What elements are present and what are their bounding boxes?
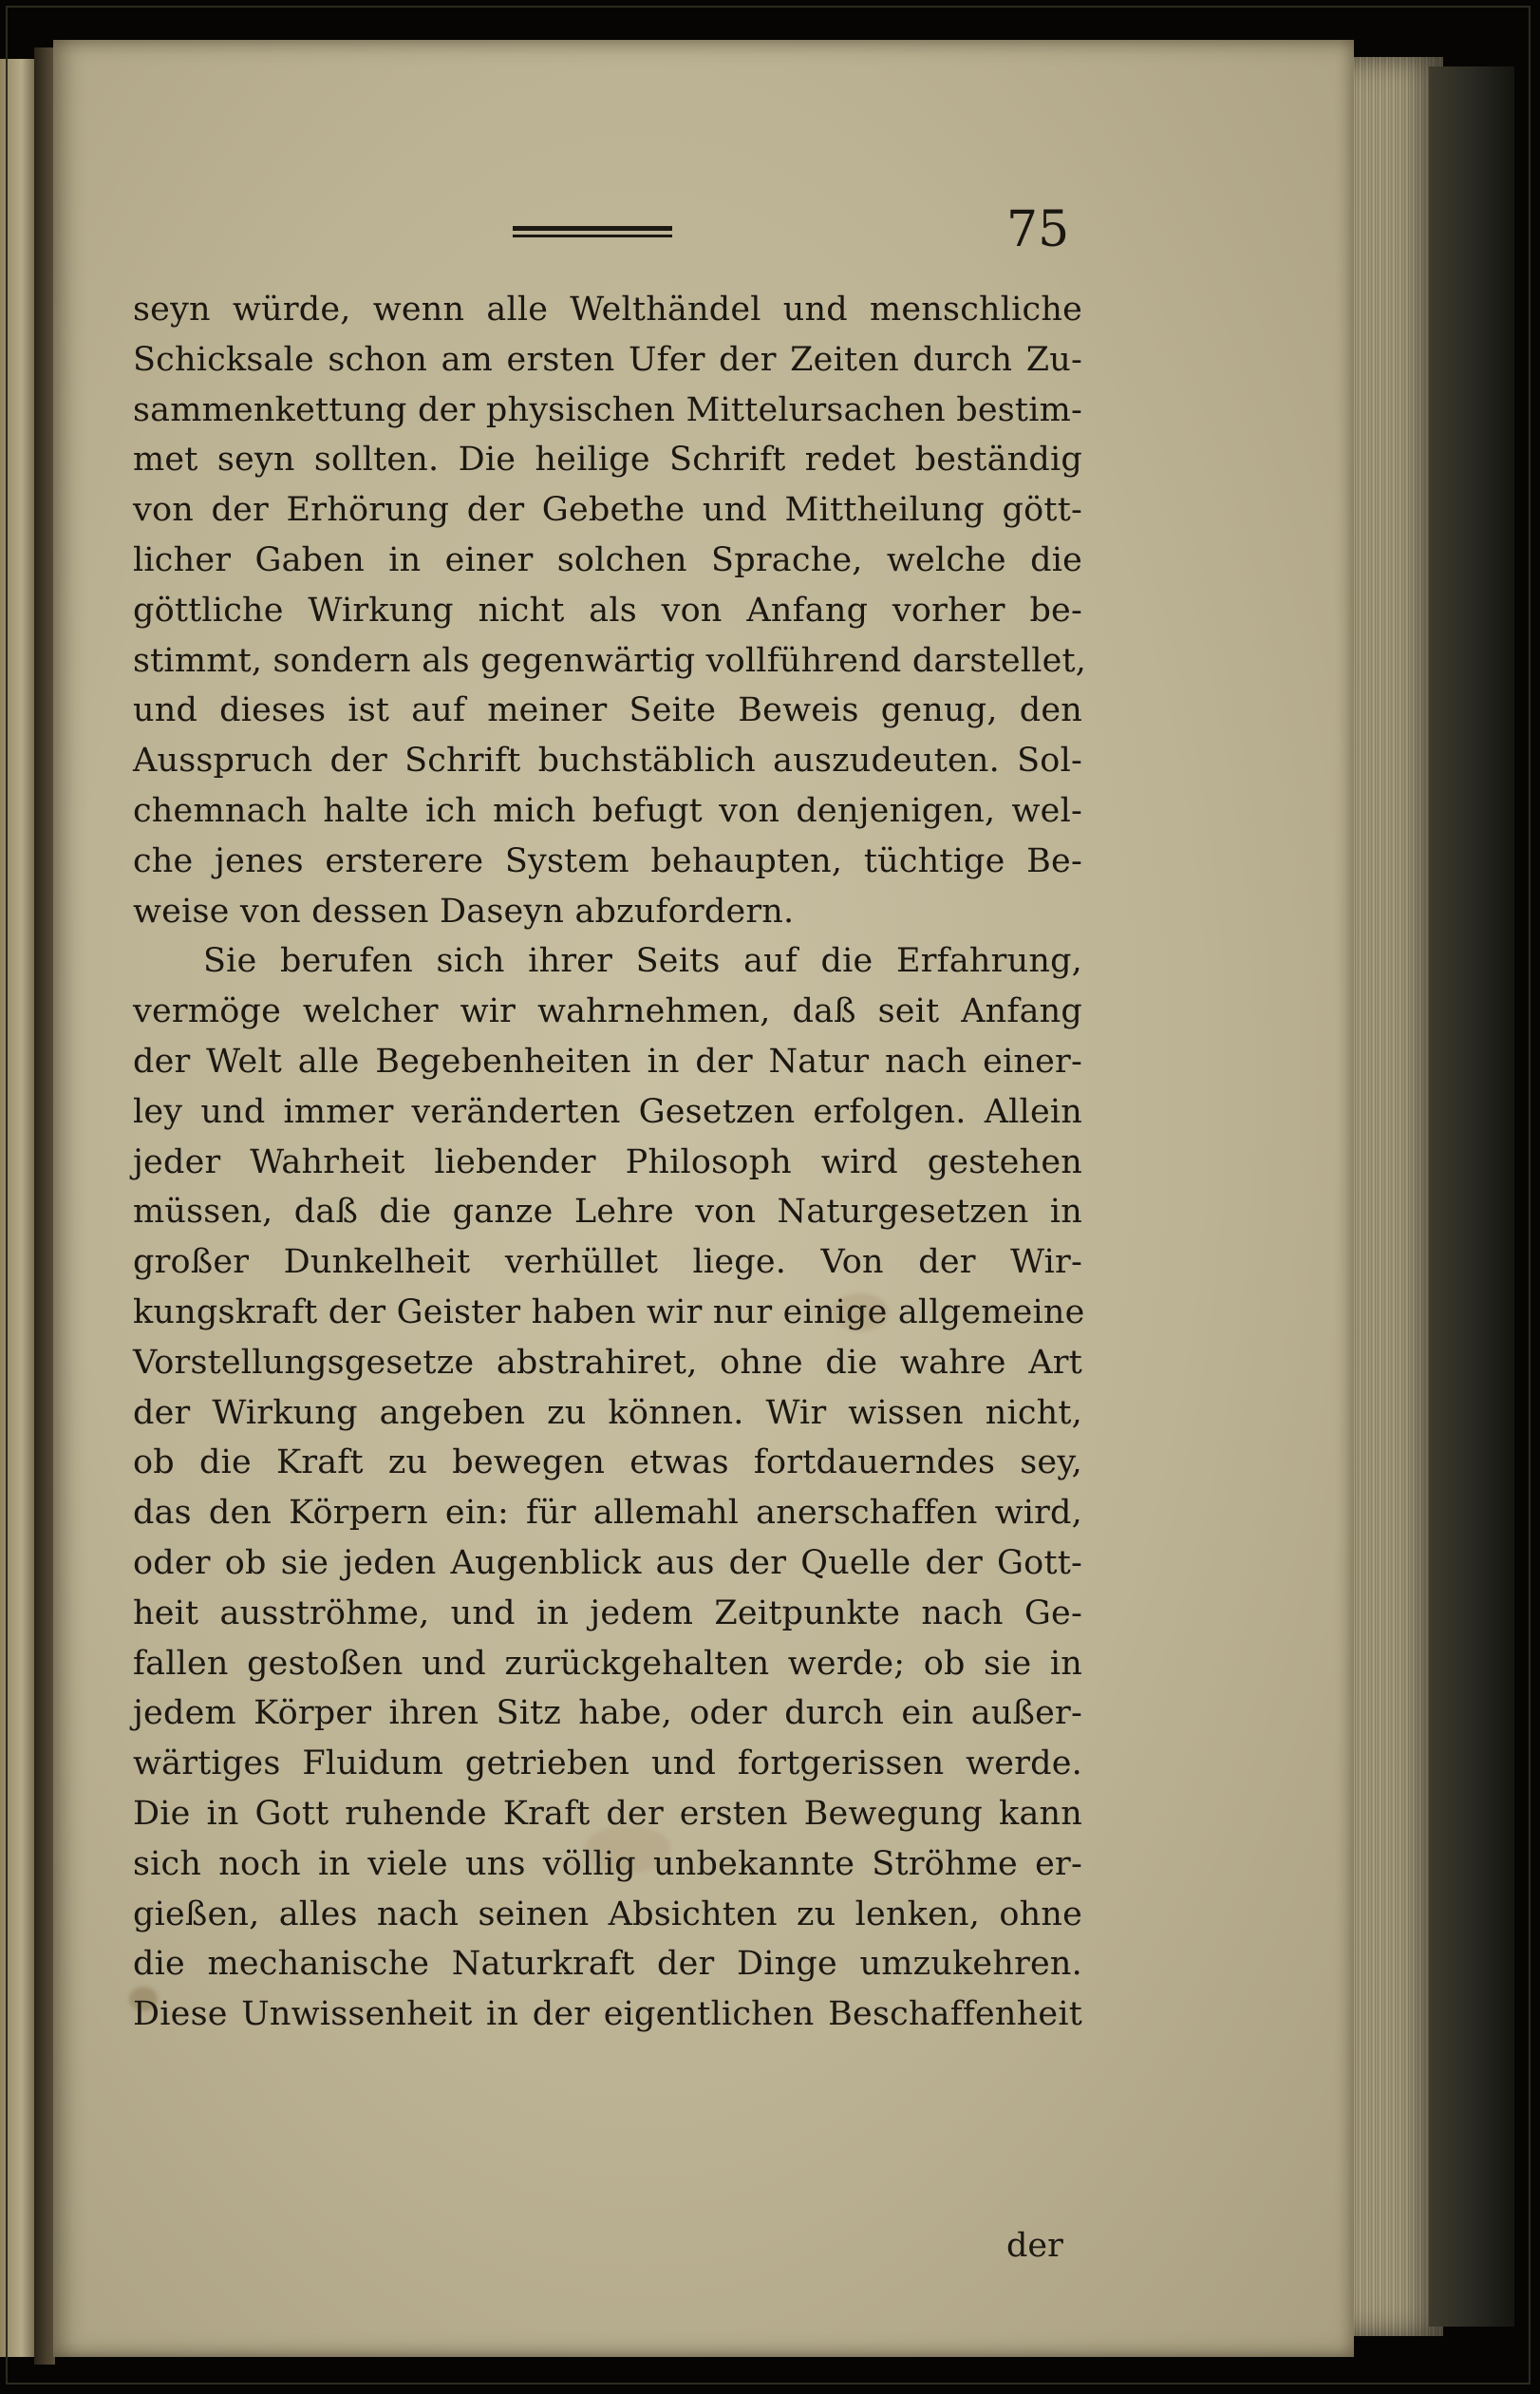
text-line: met seyn sollten. Die heilige Schrift redet beständig — [133, 441, 1082, 480]
page-number: 75 — [1006, 201, 1070, 258]
text-line: müssen, daß die ganze Lehre von Naturgesetzen in — [133, 1193, 1082, 1232]
text-line: heit ausströhme, und in jedem Zeitpunkte nach Ge- — [133, 1593, 1082, 1632]
text-line: vermöge welcher wir wahrnehmen, daß seit Anfang — [133, 992, 1082, 1031]
text-line: Schicksale schon am ersten Ufer der Zeiten durch Zu- — [133, 340, 1082, 379]
text-line: fallen gestoßen und zurückgehalten werde; ob sie in — [133, 1644, 1082, 1683]
text-line: oder ob sie jeden Augenblick aus der Quelle der Gott- — [133, 1543, 1082, 1582]
book-gutter — [34, 47, 55, 2365]
text-line: von der Erhörung der Gebethe und Mittheilung gött- — [133, 491, 1082, 530]
facing-page-edge — [0, 59, 36, 2357]
text-line: stimmt, sondern als gegenwärtig vollführend darstellet, — [133, 641, 1087, 680]
text-line: Ausspruch der Schrift buchstäblich auszudeuten. Sol- — [133, 742, 1082, 781]
text-line: göttliche Wirkung nicht als von Anfang vorher be- — [133, 591, 1082, 630]
text-line: sammenkettung der physischen Mittelursachen bestim- — [133, 390, 1082, 429]
header-rule — [513, 226, 672, 237]
text-line: licher Gaben in einer solchen Sprache, welche die — [133, 540, 1082, 579]
text-line: weise von dessen Daseyn abzufordern. — [133, 892, 795, 931]
text-line: der Welt alle Begebenheiten in der Natur nach einer- — [133, 1042, 1082, 1081]
text-line: chemnach halte ich mich befugt von denjenigen, wel- — [133, 791, 1082, 830]
text-line: der Wirkung angeben zu können. Wir wissen nicht, — [133, 1393, 1082, 1432]
text-line: gießen, alles nach seinen Absichten zu lenken, ohne — [133, 1894, 1082, 1933]
text-line: kungskraft der Geister haben wir nur einige allgemeine — [133, 1292, 1085, 1331]
text-line: ley und immer veränderten Gesetzen erfolgen. Allein — [133, 1092, 1082, 1131]
text-line: jeder Wahrheit liebender Philosoph wird gestehen — [133, 1142, 1082, 1181]
text-line: ob die Kraft zu bewegen etwas fortdauerndes sey, — [133, 1443, 1082, 1482]
text-line: die mechanische Naturkraft der Dinge umzukehren. — [133, 1945, 1082, 1984]
text-line: Vorstellungsgesetze abstrahiret, ohne die wahre Art — [133, 1343, 1082, 1382]
text-line: das den Körpern ein: für allemahl anerschaffen wird, — [133, 1494, 1082, 1533]
text-line: jedem Körper ihren Sitz habe, oder durch ein außer- — [133, 1694, 1082, 1733]
body-text — [133, 285, 1087, 2040]
catchword: der — [1006, 2227, 1063, 2265]
text-line: Sie berufen sich ihrer Seits auf die Erfahrung, — [203, 942, 1082, 981]
text-line: großer Dunkelheit verhüllet liege. Von der Wir- — [133, 1243, 1082, 1282]
text-line: wärtiges Fluidum getrieben und fortgerissen werde. — [133, 1744, 1082, 1783]
text-line: Die in Gott ruhende Kraft der ersten Bewegung kann — [133, 1794, 1082, 1833]
text-line: che jenes ersterere System behaupten, tüchtige Be- — [133, 841, 1082, 880]
text-line: Diese Unwissenheit in der eigentlichen Beschaffenheit — [133, 1995, 1082, 2034]
book-cover-edge — [1429, 66, 1514, 2327]
text-line: und dieses ist auf meiner Seite Beweis genug, den — [133, 691, 1082, 730]
text-line: sich noch in viele uns völlig unbekannte Ströhme er- — [133, 1844, 1082, 1883]
text-line: seyn würde, wenn alle Welthändel und menschliche — [133, 291, 1082, 329]
